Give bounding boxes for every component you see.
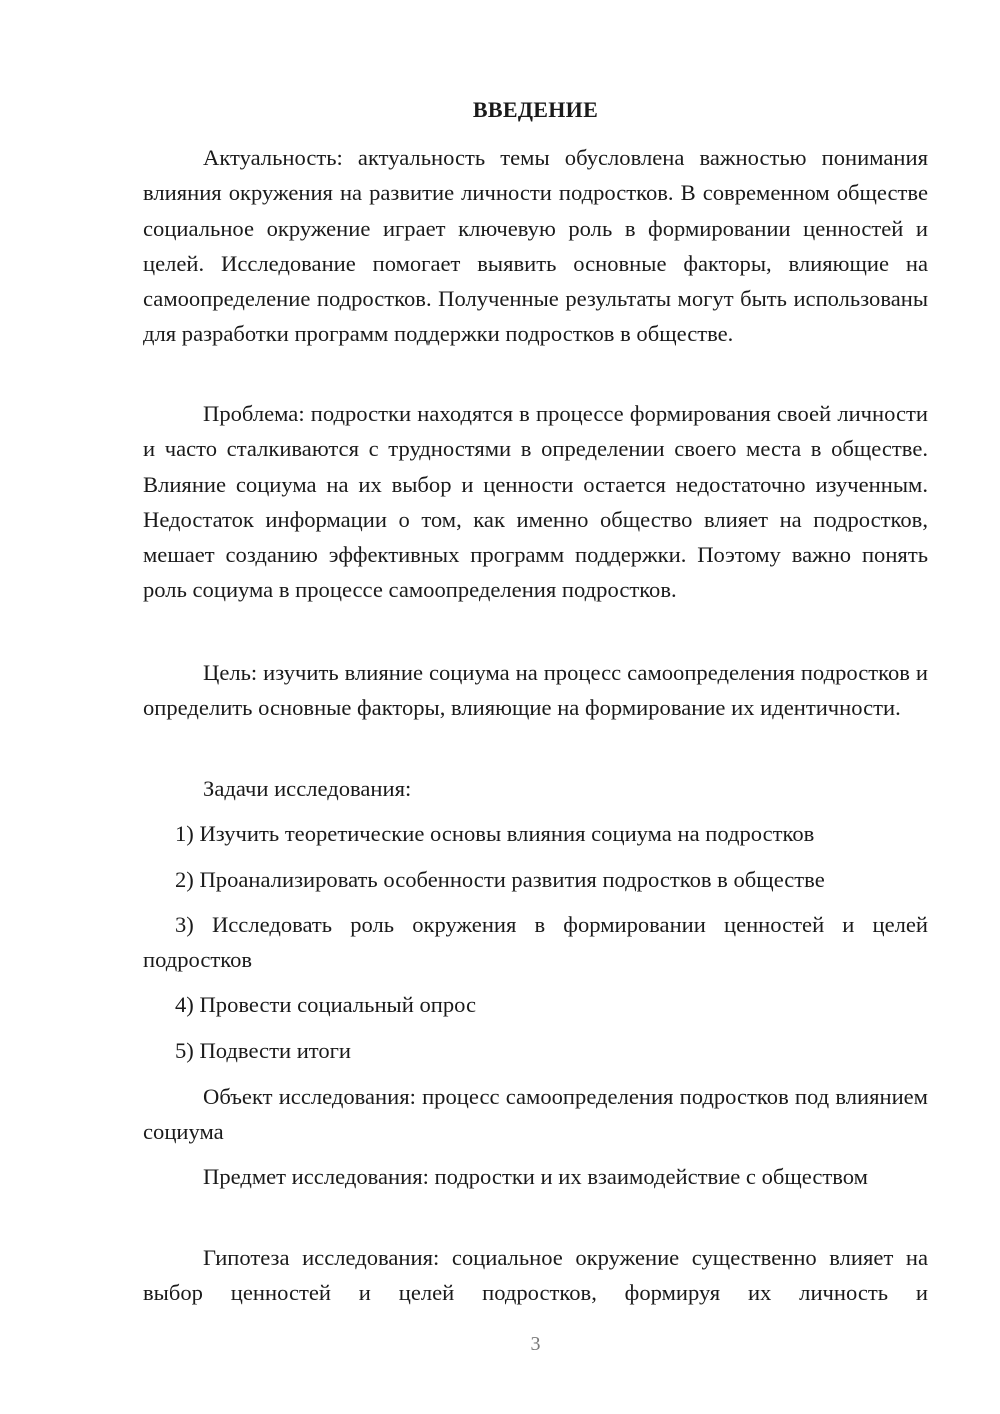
- task-item: 1) Изучить теоретические основы влияния социума на подростков: [175, 821, 815, 846]
- paragraph-hypothesis: Гипотеза исследования: социальное окружение существенно влияет на выбор ценностей и целей подростков, формируя их личность и: [143, 1245, 928, 1306]
- task-item: 4) Провести социальный опрос: [175, 992, 477, 1017]
- task-item: 5) Подвести итоги: [175, 1038, 352, 1063]
- page-number: 3: [530, 1333, 541, 1355]
- paragraph-problem: Проблема: подростки находятся в процессе формирования своей личности и часто сталкиваются с трудностями в определении своего места в обществе. Влияние социума на их выбор и ценности остается недостаточно изученным. Недостаток информации о том, как именно общество влияет на подростков, мешает созданию эффективных программ поддержки. Поэтому важно понять роль социума в процессе самоопределения подростков.: [143, 401, 928, 603]
- document-page: [143, 0, 928, 1414]
- paragraph-object: Объект исследования: процесс самоопределения подростков под влиянием социума: [143, 1084, 928, 1145]
- task-item: 3) Исследовать роль окружения в формировании ценностей и целей подростков: [143, 912, 928, 973]
- task-item: 2) Проанализировать особенности развития подростков в обществе: [175, 867, 825, 892]
- tasks-title: Задачи исследования:: [203, 776, 412, 801]
- paragraph-subject: Предмет исследования: подростки и их взаимодействие с обществом: [203, 1164, 868, 1189]
- paragraph-goal: Цель: изучить влияние социума на процесс самоопределения подростков и определить основные факторы, влияющие на формирование их идентичности.: [143, 660, 928, 721]
- page-title: ВВЕДЕНИЕ: [472, 97, 599, 122]
- paragraph-relevance: Актуальность: актуальность темы обусловлена важностью понимания влияния окружения на развитие личности подростков. В современном обществе социальное окружение играет ключевую роль в формировании ценностей и целей. Исследование помогает выявить основные факторы, влияющие на самоопределение подростков. Полученные результаты могут быть использованы для разработки программ поддержки подростков в обществе.: [143, 145, 928, 347]
